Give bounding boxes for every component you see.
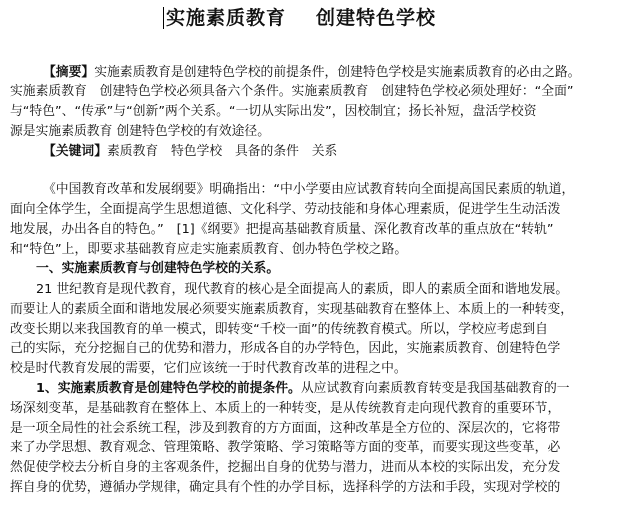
body-line: 21 世纪教育是现代教育，现代教育的核心是全面提高人的素质，即人的素质全面和谐地发展。 bbox=[36, 282, 569, 297]
keywords-text: 素质教育 特色学校 具备的条件 关系 bbox=[106, 144, 338, 159]
abstract-line: 实施素质教育 创建特色学校必须具备六个条件。实施素质教育 创建特色学校必须处理好：“全面” bbox=[10, 84, 574, 99]
abstract-line: 源是实施素质教育 创建特色学校的有效途径。 bbox=[10, 124, 271, 139]
abstract-line: 与“特色”、“传承”与“创新”两个关系。“一切从实际出发”，因校制宜；扬长补短，盘活学校资 bbox=[10, 104, 537, 119]
intro-line: 《中国教育改革和发展纲要》明确指出：“中小学要由应试教育转向全面提高国民素质的轨道， bbox=[43, 182, 575, 197]
body-line: 然促使学校去分析自身的主客观条件，挖掘出自身的优势与潜力，进而从本校的实际出发，充分发 bbox=[10, 460, 561, 475]
body-line: 场深刻变革，是基础教育在整体上、本质上的一种转变，是从传统教育走向现代教育的重要环节， bbox=[10, 401, 561, 416]
intro-line: 和“特色”上，即要求基础教育应走实施素质教育、创办特色学校之路。 bbox=[10, 242, 408, 257]
document-title bbox=[166, 6, 436, 30]
text-cursor bbox=[163, 7, 164, 29]
abstract-label: 【摘要】 bbox=[43, 65, 95, 80]
body-line: 挥自身的优势，遵循办学规律，确定具有个性的办学目标，选择科学的方法和手段，实现对学校的 bbox=[10, 480, 561, 495]
keywords-line bbox=[10, 142, 626, 162]
title-part-2: 创建特色学校 bbox=[316, 7, 437, 29]
body-line: 而要让人的素质全面和谐地发展必须要实施素质教育，实现基础教育在整体上、本质上的一种转变， bbox=[10, 302, 574, 317]
subsection-1-line: 1、实施素质教育是创建特色学校的前提条件。从应试教育向素质教育转变是我国基础教育的一 bbox=[36, 381, 570, 396]
body-line: 校是时代教育发展的需要，它们应该统一于时代教育改革的进程之中。 bbox=[10, 361, 407, 376]
keywords-label: 【关键词】 bbox=[43, 144, 107, 159]
subsection-1-heading: 1、实施素质教育是创建特色学校的前提条件。 bbox=[36, 381, 301, 396]
body-line: 己的实际，充分挖掘自己的优势和潜力，形成各自的办学特色，因此，实施素质教育、创建特色学 bbox=[10, 341, 561, 356]
body-line: 改变长期以来我国教育的单一模式，即转变“千校一面”的传统教育模式。所以，学校应考虑到自 bbox=[10, 322, 548, 337]
intro-line: 面向全体学生，全面提高学生思想道德、文化科学、劳动技能和身体心理素质，促进学生生动活泼 bbox=[10, 202, 561, 217]
body-line: 来了办学思想、教育观念、管理策略、教学策略、学习策略等方面的变革，而要实现这些变革，必 bbox=[10, 440, 561, 455]
body-line: 是一项全局性的社会系统工程，涉及到教育的方方面面，这种改革是全方位的、深层次的，它将带 bbox=[10, 421, 561, 436]
abstract-line: 【摘要】实施素质教育是创建特色学校的前提条件，创建特色学校是实施素质教育的必由之路。 bbox=[43, 65, 581, 80]
intro-line: 地发展，办出各自的特色。” [1]《纲要》把提高基础教育质量、深化教育改革的重点放在“转轨” bbox=[10, 222, 554, 237]
title-part-1: 实施素质教育 bbox=[166, 7, 287, 29]
section-1-heading: 一、实施素质教育与创建特色学校的关系。 bbox=[36, 261, 280, 276]
